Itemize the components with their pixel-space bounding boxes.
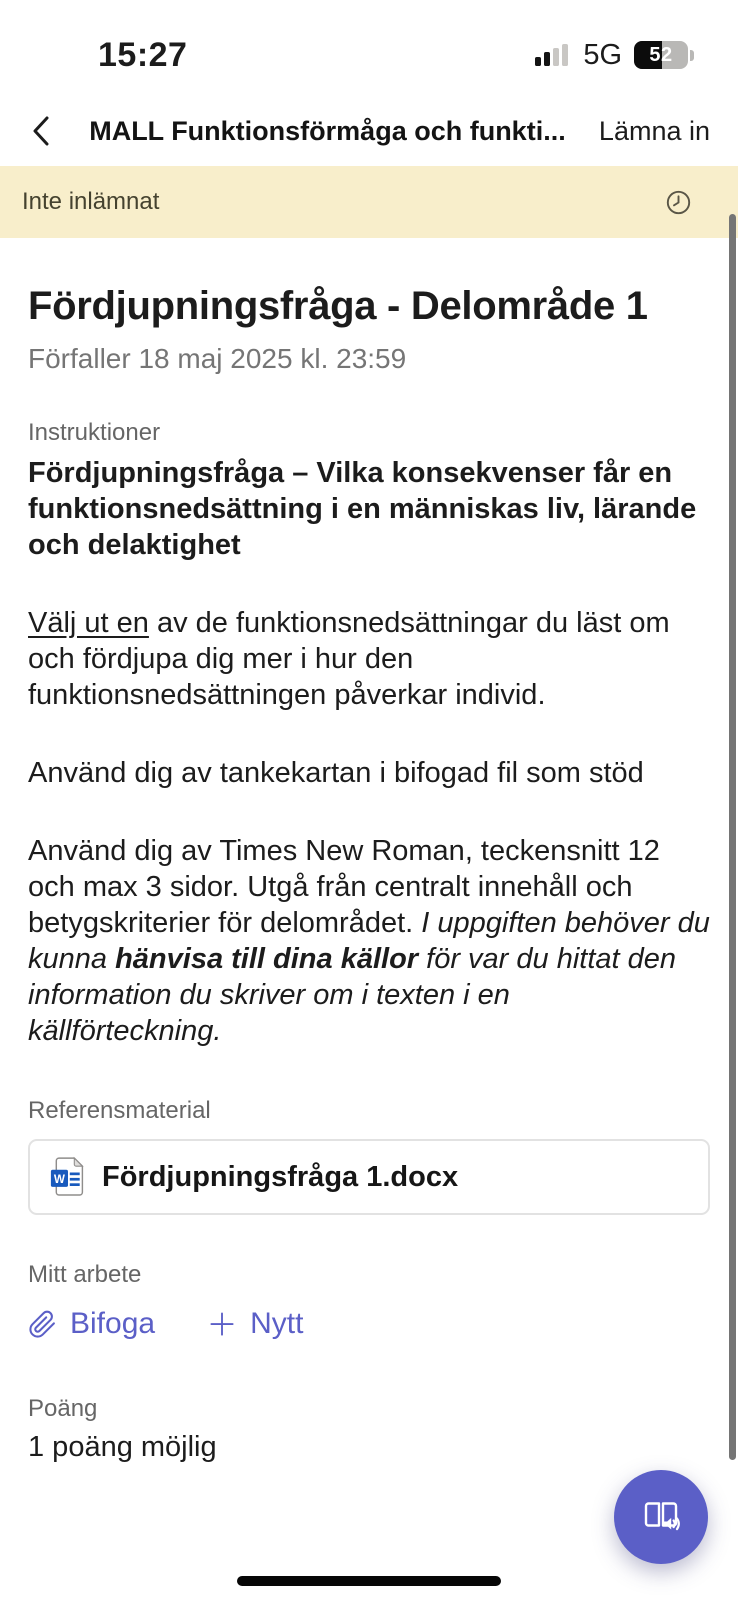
points-value: 1 poäng möjlig (28, 1431, 217, 1463)
instructions-paragraph-3 (28, 833, 710, 1049)
nav-bar (0, 96, 738, 166)
submission-status-banner (0, 166, 738, 238)
my-work-label: Mitt arbete (28, 1261, 142, 1288)
home-indicator[interactable] (237, 1576, 501, 1586)
reference-file-name: Fördjupningsfråga 1.docx (102, 1160, 459, 1193)
assignment-title: Fördjupningsfråga - Delområde 1 (28, 284, 648, 328)
bold-italic-phrase: hänvisa till dina källor (115, 943, 419, 975)
new-file-button[interactable] (207, 1307, 303, 1341)
paperclip-icon (28, 1310, 57, 1339)
clock-time: 15:27 (98, 35, 188, 74)
battery-icon (634, 41, 694, 69)
italic-phrase: I uppgiften behöver du kunna (28, 907, 710, 975)
chevron-left-icon (28, 114, 56, 148)
submission-status-text: Inte inlämnat (22, 188, 160, 215)
reference-material-label: Referensmaterial (28, 1097, 211, 1124)
status-indicators (535, 39, 694, 72)
instructions-paragraph-1 (28, 605, 710, 713)
scrollbar-thumb[interactable] (729, 214, 736, 1460)
immersive-reader-fab[interactable] (614, 1470, 708, 1564)
plus-icon (207, 1309, 237, 1339)
due-date: Förfaller 18 maj 2025 kl. 23:59 (28, 343, 407, 374)
svg-text:W: W (53, 1172, 65, 1186)
assignment-nav-title: MALL Funktionsförmåga och funkti... (89, 115, 566, 146)
battery-percent: 52 (649, 43, 673, 66)
paragraph-text: Använd dig av Times New Roman, teckensnitt 12 och max 3 sidor. Utgå från centralt innehåll och betygskriterier för delområdet. (28, 835, 660, 939)
italic-phrase: för var du hittat den information du skriver om i texten i en källförteckning. (28, 943, 677, 1047)
status-bar (0, 0, 738, 96)
underlined-phrase: Välj ut en (28, 607, 149, 639)
assignment-detail (0, 284, 738, 1464)
paragraph-text: av de funktionsnedsättningar du läst om och fördjupa dig mer i hur den funktionsnedsättningen påverkar individ. (28, 607, 670, 711)
attach-label: Bifoga (70, 1307, 156, 1340)
network-type-label: 5G (583, 38, 622, 71)
instructions-label: Instruktioner (28, 419, 161, 446)
cellular-signal-icon (535, 43, 571, 67)
new-label: Nytt (250, 1307, 304, 1340)
instructions-heading: Fördjupningsfråga – Vilka konsekvenser får en funktionsnedsättning i en människas liv, lärande och delaktighet (28, 457, 697, 561)
clock-icon (665, 189, 692, 216)
word-document-icon (50, 1156, 86, 1198)
instructions-paragraph-2: Använd dig av tankekartan i bifogad fil som stöd (28, 757, 644, 789)
turn-in-button[interactable]: Lämna in (598, 115, 710, 146)
reference-file-card[interactable] (28, 1139, 710, 1215)
my-work-actions (28, 1307, 710, 1341)
back-button[interactable] (28, 114, 74, 148)
points-label: Poäng (28, 1395, 98, 1422)
attach-button[interactable] (28, 1307, 155, 1341)
immersive-reader-icon (640, 1497, 682, 1537)
